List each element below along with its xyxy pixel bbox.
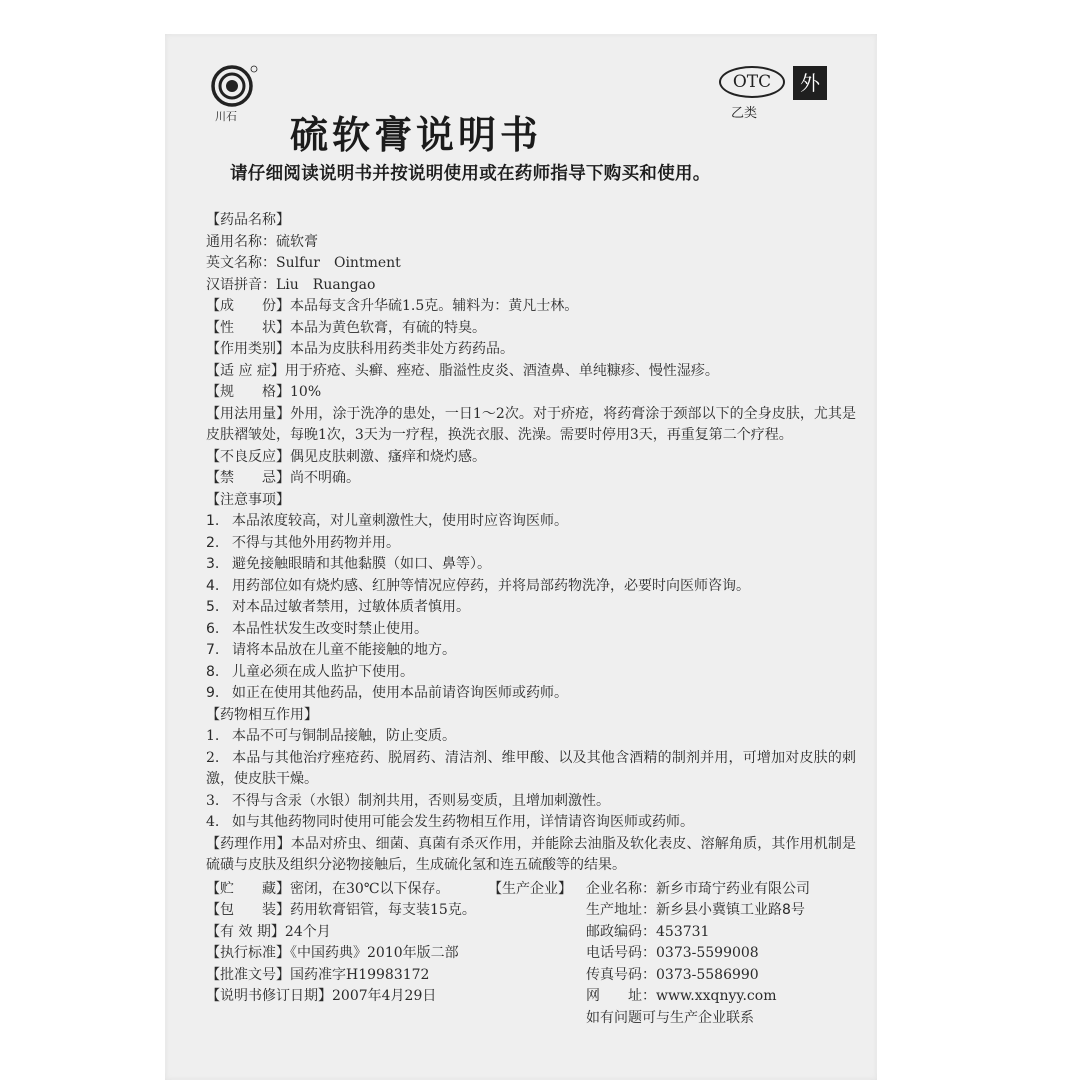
list-item: 8. 儿童必须在成人监护下使用。 [206, 663, 414, 680]
validity-row: 【有 效 期】24个月 [206, 923, 331, 940]
adverse-value: 偶见皮肤刺激、瘙痒和烧灼感。 [290, 448, 486, 465]
phone-row: 电话号码：0373-5599008 [586, 945, 759, 961]
website-row: 网 址：www.xxqnyy.com [586, 988, 777, 1004]
english-name-value: Sulfur Ointment [276, 255, 401, 271]
field-value: 本品每支含升华硫1.5克。辅料为：黄凡士林。 [290, 298, 579, 314]
list-item: 7. 请将本品放在儿童不能接触的地方。 [206, 642, 456, 658]
field-label: 【成 份】 [206, 298, 290, 314]
package-row: 【包 装】药用软膏铝管，每支装15克。 [206, 902, 476, 918]
interactions-heading: 【药物相互作用】 [206, 706, 318, 723]
list-item: 1. 本品不可与铜制品接触，防止变质。 [206, 728, 456, 744]
common-name-value: 硫软膏 [276, 233, 318, 250]
manufacturer-info [586, 879, 856, 1030]
field-category [206, 339, 856, 361]
contact-note: 如有问题可与生产企业联系 [586, 1009, 754, 1026]
pinyin-value: Liu Ruangao [276, 276, 376, 293]
english-name-row [206, 253, 856, 275]
contraindications [206, 468, 856, 490]
field-indications [206, 361, 856, 383]
otc-badge: OTC [719, 66, 785, 98]
usage-notice: 请仔细阅读说明书并按说明使用或在药师指导下购买和使用。 [230, 164, 711, 184]
contra-value: 尚不明确。 [290, 470, 360, 486]
common-name-row [206, 232, 856, 254]
field-label: 【规 格】 [206, 384, 290, 400]
list-item: 3. 避免接触眼睛和其他黏膜（如口、鼻等）。 [206, 556, 491, 572]
brand-text: 川石 [215, 110, 237, 123]
field-value: 本品为黄色软膏，有硫的特臭。 [290, 319, 486, 336]
brand-logo [210, 64, 258, 124]
usage-label: 【用法用量】 [206, 405, 291, 422]
precautions-heading: 【注意事项】 [206, 491, 290, 508]
pinyin-row [206, 275, 856, 297]
usage-dosage [206, 404, 856, 447]
fax-row: 传真号码：0373-5586990 [586, 966, 759, 983]
document-title: 硫软膏说明书 [290, 113, 543, 157]
common-name-label: 通用名称： [206, 233, 276, 250]
field-value: 用于疥疮、头癣、痤疮、脂溢性皮炎、酒渣鼻、单纯糠疹、慢性湿疹。 [284, 362, 719, 379]
standard-row: 【执行标准】《中国药典》2010年版二部 [206, 945, 459, 961]
list-item: 4. 如与其他药物同时使用可能会发生药物相互作用，详情请咨询医师或药师。 [206, 814, 694, 830]
usage-value: 外用，涂于洗净的患处，一日1～2次。对于疥疮，将药膏涂于颈部以下的全身皮肤，尤其是皮肤褶皱处，每晚1次，3天为一疗程，换洗衣服、洗澡。需要时停用3天，再重复第二个疗程。 [206, 405, 857, 443]
adverse-reactions [206, 447, 856, 469]
list-item: 2. 本品与其他治疗痤疮药、脱屑药、清洁剂、维甲酸、以及其他含酒精的制剂并用，可增加对皮肤的刺激，使皮肤干燥。 [206, 749, 856, 787]
field-value: 10% [290, 384, 322, 400]
contra-label: 【禁 忌】 [206, 470, 290, 486]
external-use-badge: 外 [793, 66, 827, 100]
postcode-row: 邮政编码：453731 [586, 923, 710, 940]
field-specification [206, 382, 856, 404]
list-item: 5. 对本品过敏者禁用，过敏体质者慎用。 [206, 599, 470, 615]
field-label: 【适 应 症】 [206, 362, 285, 379]
list-item: 1. 本品浓度较高，对儿童刺激性大，使用时应咨询医师。 [206, 513, 568, 529]
adverse-label: 【不良反应】 [206, 448, 290, 465]
pharmacology-label: 【药理作用】 [206, 835, 291, 852]
company-address-row: 生产地址：新乡县小冀镇工业路8号 [586, 902, 805, 918]
field-appearance [206, 318, 856, 340]
pharmacology [206, 834, 856, 877]
list-item: 2. 不得与其他外用药物并用。 [206, 534, 400, 551]
footer-fields [206, 879, 506, 1008]
manufacturer-heading: 【生产企业】 [488, 880, 572, 897]
list-item: 6. 本品性状发生改变时禁止使用。 [206, 620, 428, 637]
field-value: 本品为皮肤科用药类非处方药药品。 [290, 341, 514, 357]
field-label: 【性 状】 [206, 319, 290, 336]
drug-name-heading: 【药品名称】 [206, 212, 290, 228]
otc-class-label: 乙类 [731, 106, 758, 121]
company-name-row: 企业名称：新乡市琦宁药业有限公司 [586, 880, 810, 897]
pharmacology-value: 本品对疥虫、细菌、真菌有杀灭作用，并能除去油脂及软化表皮、溶解角质，其作用机制是硫磺与皮肤及组织分泌物接触后，生成硫化氢和连五硫酸等的结果。 [206, 835, 857, 873]
list-item: 4. 用药部位如有烧灼感、红肿等情况应停药，并将局部药物洗净，必要时向医师咨询。 [206, 577, 750, 594]
footer-section [206, 879, 856, 1029]
list-item: 3. 不得与含汞（水银）制剂共用，否则易变质，且增加刺激性。 [206, 792, 610, 809]
storage-row: 【贮 藏】密闭，在30℃以下保存。 [206, 880, 450, 897]
field-label: 【作用类别】 [206, 341, 290, 357]
revision-date-row: 【说明书修订日期】2007年4月29日 [206, 988, 437, 1004]
leaflet-body [206, 210, 856, 1029]
pinyin-label: 汉语拼音： [206, 276, 276, 293]
approval-row: 【批准文号】国药准字H19983172 [206, 966, 430, 983]
list-item: 9. 如正在使用其他药品，使用本品前请咨询医师或药师。 [206, 685, 568, 701]
english-name-label: 英文名称： [206, 255, 276, 271]
field-ingredients [206, 296, 856, 318]
